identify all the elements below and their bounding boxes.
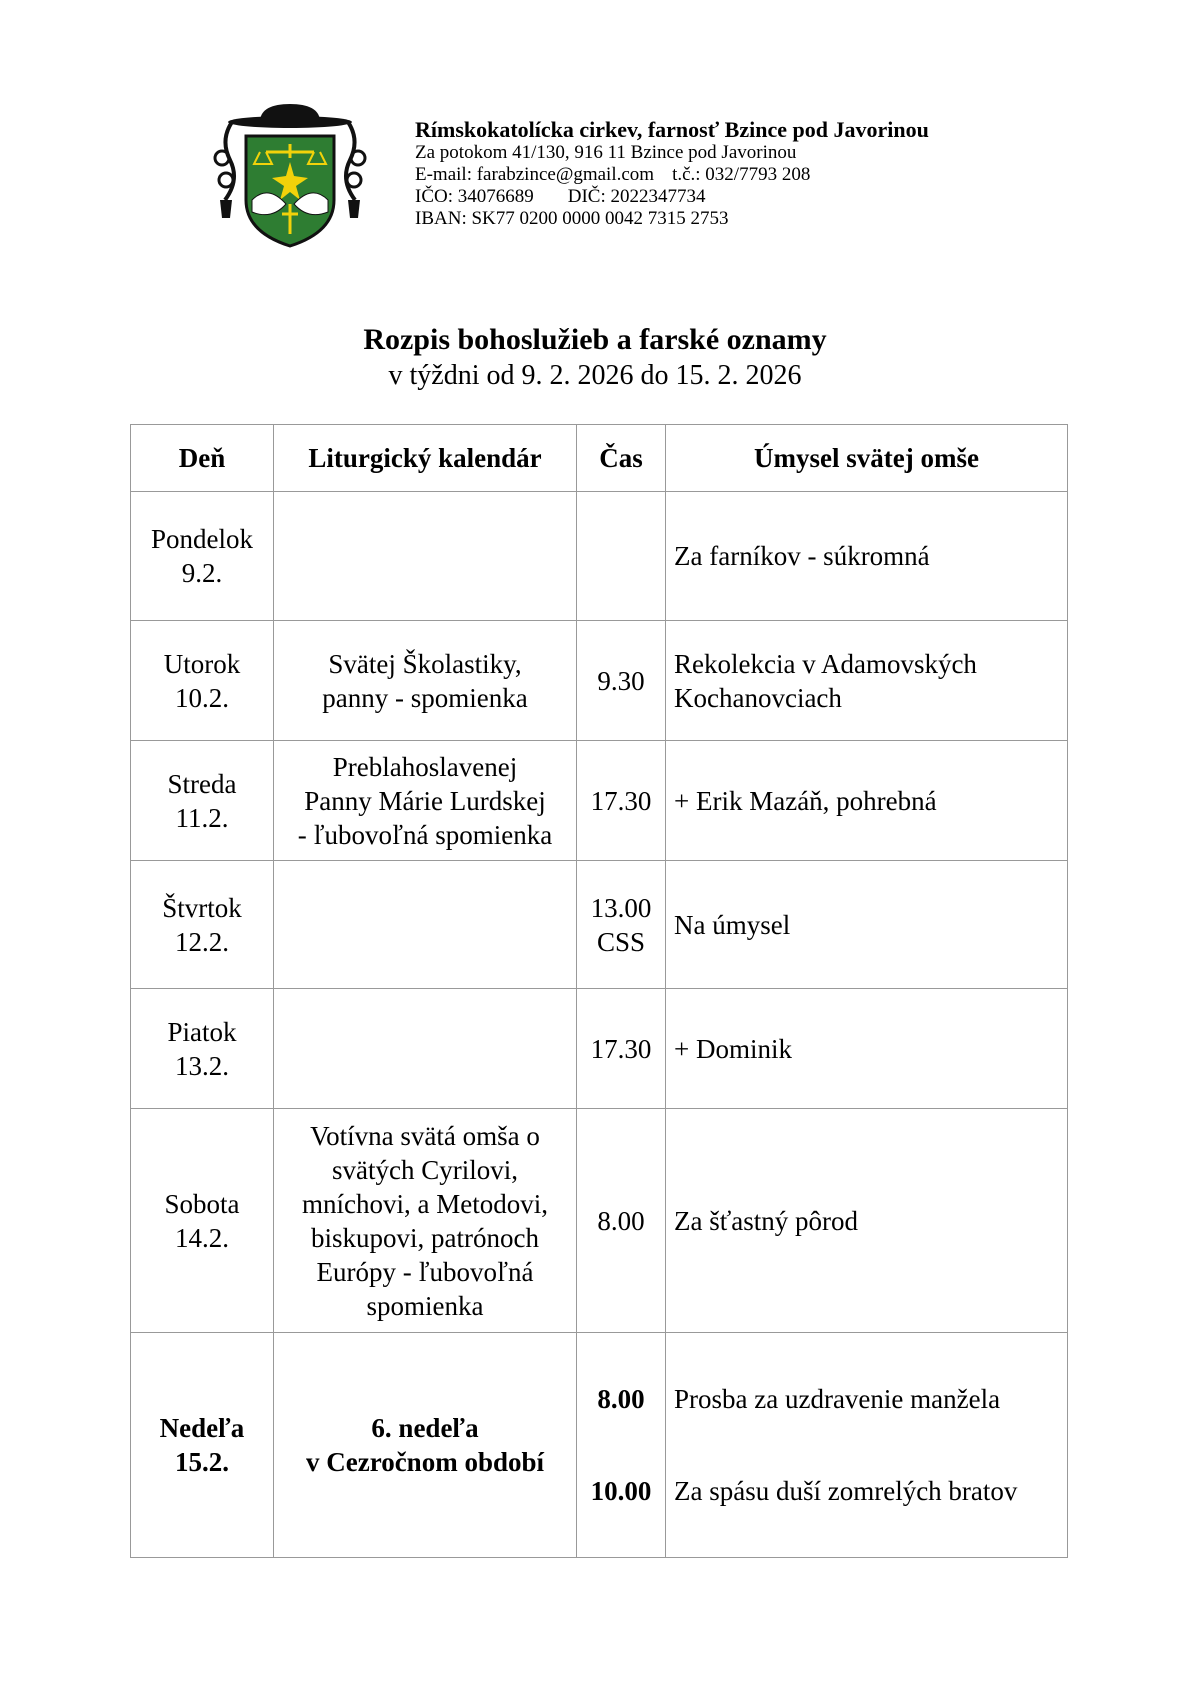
liturgy-cell — [274, 621, 577, 741]
day-name: Piatok — [167, 1016, 237, 1047]
column-header-time: Čas — [577, 425, 666, 492]
table-row — [131, 1109, 1068, 1333]
liturgy-cell — [274, 741, 577, 861]
day-date: 10.2. — [175, 682, 229, 713]
column-header-intention: Úmysel svätej omše — [666, 425, 1068, 492]
liturgy-line: Európy - ľubovoľná — [316, 1256, 534, 1287]
mass-time: 8.00 — [597, 1384, 645, 1414]
liturgy-line: svätých Cyrilovi, — [332, 1154, 518, 1185]
time-cell — [577, 861, 666, 989]
intention-text: Za spásu duší zomrelých bratov — [674, 1476, 1018, 1506]
page-subtitle: v týždni od 9. 2. 2026 do 15. 2. 2026 — [388, 360, 802, 391]
day-date: 14.2. — [175, 1222, 229, 1253]
table-row — [131, 492, 1068, 621]
day-date: 12.2. — [175, 926, 229, 957]
intention-cell — [666, 1109, 1068, 1333]
table-header-row — [131, 425, 1068, 492]
day-name: Streda — [167, 768, 237, 799]
column-header-liturgy: Liturgický kalendár — [274, 425, 577, 492]
day-name: Utorok — [163, 648, 241, 679]
table-row — [131, 861, 1068, 989]
day-cell — [131, 989, 274, 1109]
page-title: Rozpis bohoslužieb a farské oznamy — [363, 323, 827, 356]
page-title-block — [0, 322, 1190, 394]
mass-time: 17.30 — [590, 1033, 652, 1064]
intention-cell — [666, 621, 1068, 741]
mass-time: 17.30 — [590, 785, 652, 816]
time-cell — [577, 1109, 666, 1333]
liturgy-cell — [274, 1109, 577, 1333]
intention-cell — [666, 861, 1068, 989]
day-name: Pondelok — [150, 524, 253, 554]
time-cell — [577, 741, 666, 861]
liturgy-cell — [274, 1333, 577, 1558]
day-name: Sobota — [164, 1188, 240, 1219]
day-name: Štvrtok — [162, 892, 242, 923]
intention-cell — [666, 741, 1068, 861]
mass-time: 10.00 — [590, 1476, 652, 1506]
mass-location: CSS — [596, 926, 646, 957]
mass-time: 8.00 — [597, 1205, 645, 1236]
intention-text: Prosba za uzdravenie manžela — [674, 1384, 1001, 1414]
email: E-mail: farabzince@gmail.com — [415, 164, 655, 185]
liturgy-line: 6. nedeľa — [371, 1413, 479, 1443]
day-cell — [131, 1109, 274, 1333]
day-cell — [131, 741, 274, 861]
address: Za potokom 41/130, 916 11 Bzince pod Javorinou — [415, 142, 797, 163]
letterhead — [210, 100, 1070, 250]
ico: IČO: 34076689 — [415, 186, 534, 207]
intention-text: Kochanovciach — [674, 682, 842, 713]
parish-contact-block — [415, 118, 929, 230]
day-name: Nedeľa — [159, 1413, 245, 1443]
liturgy-line: Svätej Školastiky, — [328, 648, 522, 679]
time-cell — [577, 989, 666, 1109]
day-cell — [131, 492, 274, 621]
intention-cell — [666, 1333, 1068, 1558]
day-date: 15.2. — [175, 1447, 229, 1477]
liturgy-cell — [274, 861, 577, 989]
liturgy-line: Preblahoslavenej — [332, 751, 518, 782]
organization-name: Rímskokatolícka cirkev, farnosť Bzince pod Javorinou — [415, 117, 929, 142]
email-phone-line — [415, 164, 929, 186]
liturgy-line: spomienka — [366, 1290, 484, 1321]
liturgy-line: biskupovi, patrónoch — [311, 1222, 539, 1253]
mass-schedule-table — [130, 424, 1068, 1558]
liturgy-line: mníchovi, a Metodovi, — [302, 1188, 548, 1219]
day-cell — [131, 1333, 274, 1558]
day-date: 13.2. — [175, 1050, 229, 1081]
mass-time: 13.00 — [590, 892, 652, 923]
column-header-day: Deň — [131, 425, 274, 492]
table-row — [131, 741, 1068, 861]
day-cell — [131, 621, 274, 741]
ico-dic-line — [415, 186, 929, 208]
day-cell — [131, 861, 274, 989]
day-date: 11.2. — [175, 802, 229, 833]
liturgy-line: panny - spomienka — [322, 682, 528, 713]
liturgy-line: v Cezročnom období — [305, 1447, 544, 1477]
mass-time: 9.30 — [597, 665, 645, 696]
intention-text: + Dominik — [674, 1033, 792, 1064]
intention-text: Na úmysel — [674, 909, 791, 940]
phone: t.č.: 032/7793 208 — [672, 164, 811, 185]
intention-text: Za šťastný pôrod — [674, 1205, 859, 1236]
table-row — [131, 621, 1068, 741]
iban: IBAN: SK77 0200 0000 0042 7315 2753 — [415, 208, 729, 229]
liturgy-cell — [274, 492, 577, 621]
intention-cell — [666, 492, 1068, 621]
intention-cell — [666, 989, 1068, 1109]
time-cell — [577, 1333, 666, 1558]
intention-text: Rekolekcia v Adamovských — [674, 648, 977, 679]
liturgy-line: Panny Márie Lurdskej — [304, 785, 546, 816]
dic: DIČ: 2022347734 — [567, 186, 706, 207]
liturgy-cell — [274, 989, 577, 1109]
day-date: 9.2. — [181, 558, 223, 588]
liturgy-line: Votívna svätá omša o — [310, 1120, 540, 1151]
time-cell — [577, 621, 666, 741]
intention-text: Za farníkov - súkromná — [674, 541, 930, 571]
table-row — [131, 989, 1068, 1109]
table-row — [131, 1333, 1068, 1558]
parish-crest-icon — [210, 100, 370, 250]
time-cell — [577, 492, 666, 621]
liturgy-line: - ľubovoľná spomienka — [297, 819, 553, 850]
intention-text: + Erik Mazáň, pohrebná — [674, 785, 937, 816]
